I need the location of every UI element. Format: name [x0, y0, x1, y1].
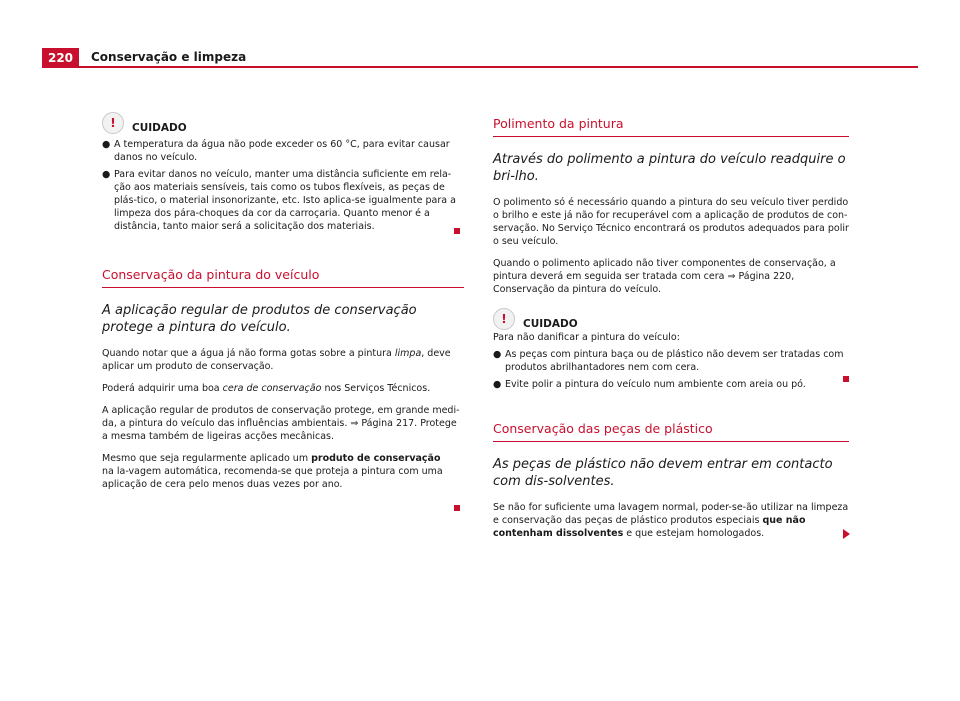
- section-polishing: [493, 116, 849, 296]
- section-lead: As peças de plástico não devem entrar em contacto com dis-solventes.: [493, 457, 833, 489]
- bullet-icon: ●: [102, 169, 111, 180]
- caution-title: CUIDADO: [523, 318, 578, 330]
- section-end-icon: [843, 376, 849, 382]
- continue-arrow-icon: [843, 529, 850, 539]
- paragraph: Se não for suficiente uma lavagem normal, poder-se-ão utilizar na limpeza e conservação das peças de plástico produtos especiais que não contenham dissolventes e que estejam homologados.: [493, 502, 849, 539]
- header-title: Conservação e limpeza: [91, 50, 247, 64]
- section-lead: A aplicação regular de produtos de conservação protege a pintura do veículo.: [102, 303, 417, 335]
- warning-icon: !: [493, 308, 515, 330]
- caution-box-temperature: [102, 110, 464, 233]
- page-number: 220: [42, 48, 79, 68]
- left-column: [102, 110, 464, 500]
- right-column: [493, 116, 849, 549]
- caution-bullet: ● A temperatura da água não pode exceder os 60 °C, para evitar causar danos no veículo.: [102, 139, 450, 163]
- section-plastic-care: [493, 421, 849, 540]
- section-lead: Através do polimento a pintura do veículo readquire o bri-lho.: [493, 152, 846, 184]
- paragraph: O polimento só é necessário quando a pintura do seu veículo tiver perdido o brilho e este já não for recuperável com a aplicação de produtos de con-servação. No Serviço Técnico encontrará os produtos adequados para polir o seu veículo.: [493, 197, 849, 247]
- caution-bullet: ● As peças com pintura baça ou de plástico não devem ser tratadas com produtos abrilhantadores nem com cera.: [493, 349, 844, 373]
- bullet-icon: ●: [493, 379, 502, 390]
- paragraph: Poderá adquirir uma boa cera de conservação nos Serviços Técnicos.: [102, 383, 431, 394]
- warning-icon: !: [102, 112, 124, 134]
- bullet-icon: ●: [493, 349, 502, 360]
- section-title: Polimento da pintura: [493, 116, 849, 137]
- paragraph-with-link[interactable]: Quando o polimento aplicado não tiver componentes de conservação, a pintura deverá em seguida ser tratada com cera ⇒ Página 220, Conservação da pintura do veículo.: [493, 258, 836, 295]
- caution-bullet: ● Evite polir a pintura do veículo num ambiente com areia ou pó.: [493, 379, 806, 390]
- paragraph: Quando notar que a água já não forma gotas sobre a pintura limpa, deve aplicar um produto de conservação.: [102, 348, 451, 372]
- caution-bullet: ● Para evitar danos no veículo, manter uma distância suficiente em rela-ção aos materiais sensíveis, tais como os tubos flexíveis, as peças de plás-tico, o material insonorizante, etc. Isto aplica-se igualmente para a limpeza dos pára-choques da cor da carroçaria. Quanto menor é a distância, tanto maior será a solicitação dos materiais.: [102, 169, 456, 232]
- section-end-icon: [454, 505, 460, 511]
- caution-intro: Para não danificar a pintura do veículo:: [493, 332, 680, 343]
- paragraph: Mesmo que seja regularmente aplicado um produto de conservação na la-vagem automática, recomenda-se que proteja a pintura com uma aplicação de cera pelo menos duas vezes por ano.: [102, 453, 443, 490]
- bullet-icon: ●: [102, 139, 111, 150]
- caution-box-polishing: [493, 306, 849, 391]
- section-title: Conservação das peças de plástico: [493, 421, 849, 442]
- section-paint-care: [102, 267, 464, 491]
- section-title: Conservação da pintura do veículo: [102, 267, 464, 288]
- section-end-icon: [454, 228, 460, 234]
- paragraph-with-link[interactable]: A aplicação regular de produtos de conservação protege, em grande medi-da, a pintura do veículo das influências ambientais. ⇒ Página 217. Protege a mesma também de ligeiras acções mecânicas.: [102, 405, 460, 442]
- caution-title: CUIDADO: [132, 122, 187, 134]
- header-rule: [79, 66, 918, 68]
